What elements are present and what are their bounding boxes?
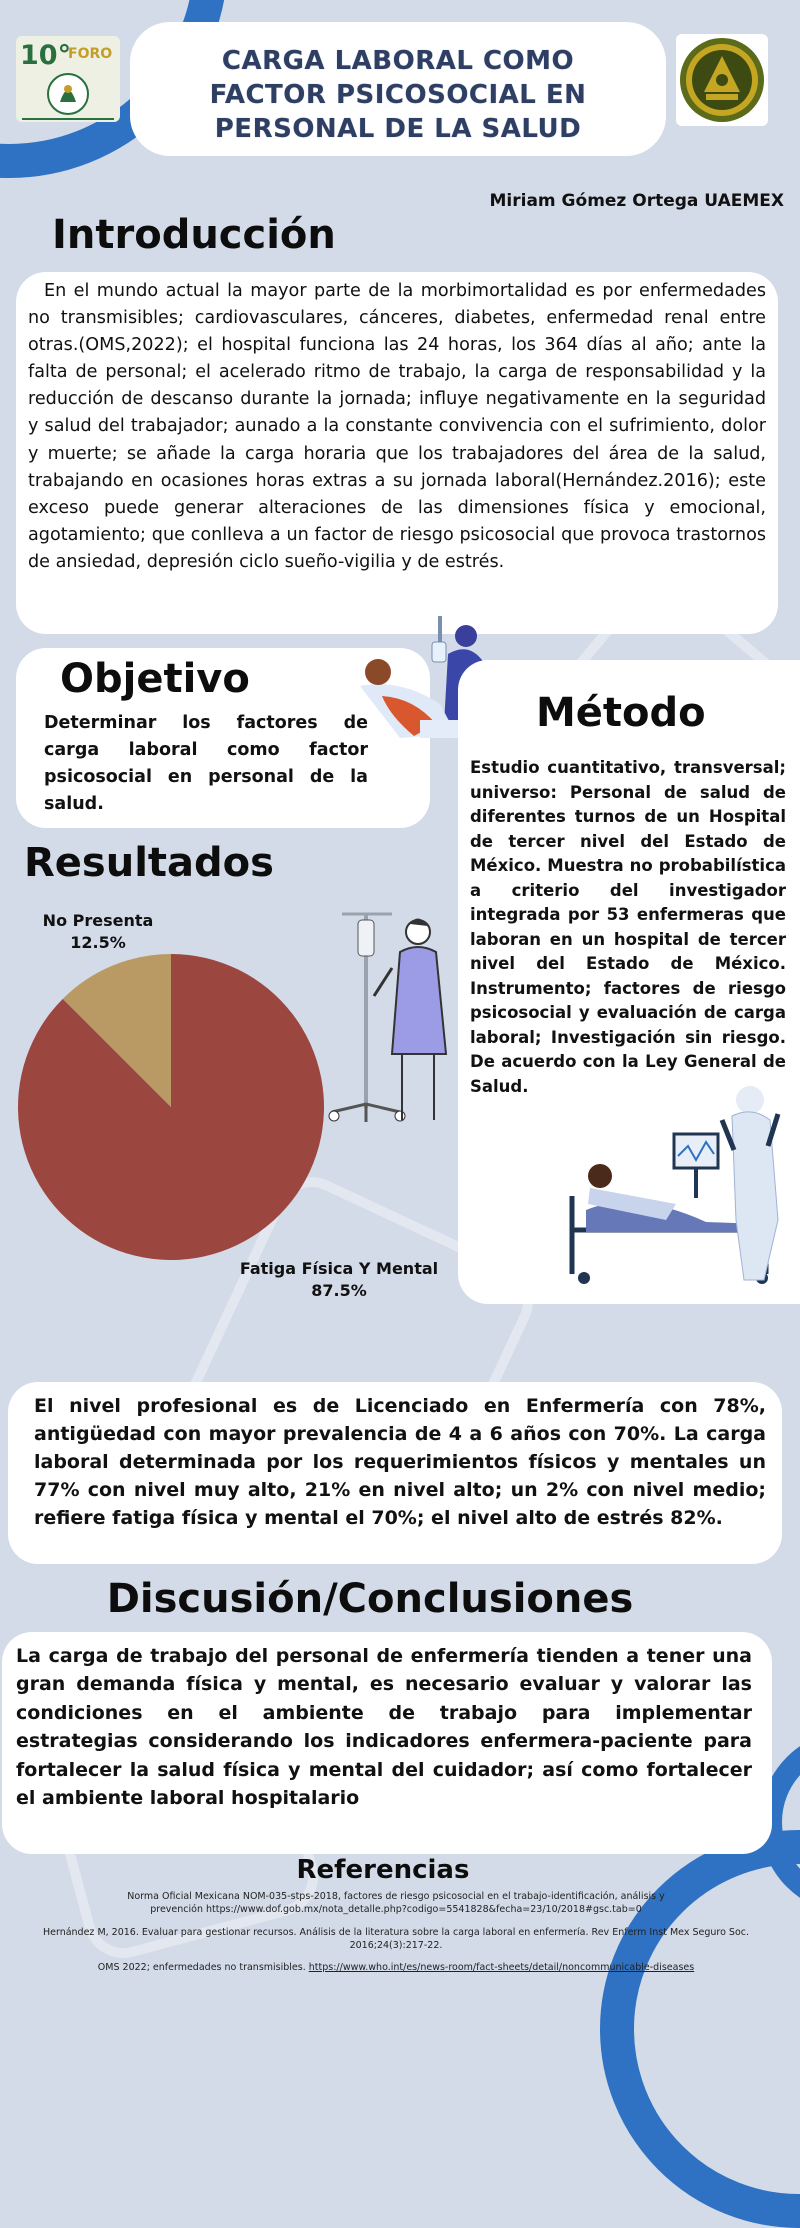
discusion-heading: Discusión/Conclusiones [106,1576,634,1622]
reference-item [36,1961,756,1974]
resultados-summary: El nivel profesional es de Licenciado en Enfermería con 78%, antigüedad con mayor prevalencia de 4 a 6 años con 70%. La carga laboral determinada por los requerimientos físicos y mentales un 77% con nivel muy alto, 21% en nivel alto; un 2% con nivel medio; refiere fatiga física y mental el 70%; el nivel alto de estrés 82%. [34,1395,766,1529]
title-card [130,22,666,156]
hospital-bed-illustration [566,1080,792,1286]
patient-iv-illustration [322,908,462,1136]
forum-logo-word: FORO [68,46,113,62]
pie-label-fatiga [230,1258,448,1302]
pie-label-fatiga-name: Fatiga Física Y Mental [239,1259,439,1278]
pie-label-no-presenta-value: 12.5% [70,933,126,952]
reference-oms-text: OMS 2022; enfermedades no transmisibles. [97,1962,306,1973]
discusion-body: La carga de trabajo del personal de enfermería tienden a tener una gran demanda física y mental, es necesario evaluar y valorar las condiciones en el ambiente de trabajo para implementar estrategias considerando los indicadores enfermera-paciente para fortalecer la salud física y mental del cuidador; así como fortalecer el ambiente laboral hospitalario [16,1645,752,1810]
title-line-1: CARGA LABORAL COMO [221,46,575,76]
introduccion-card [16,272,778,634]
title-line-2: FACTOR PSICOSOCIAL EN [209,80,587,110]
reference-oms-link[interactable]: https://www.who.int/es/news-room/fact-sheets/detail/noncommunicable-diseases [308,1962,695,1973]
referencias-heading: Referencias [296,1855,470,1885]
author: Miriam Gómez Ortega UAEMEX [489,191,784,211]
uaemex-seal-icon [676,34,768,126]
forum-logo [16,36,120,122]
resultados-summary-card [8,1382,782,1564]
objetivo-heading: Objetivo [60,656,250,702]
resultados-heading: Resultados [24,840,274,886]
discusion-card [2,1632,772,1854]
introduccion-heading: Introducción [52,212,336,258]
referencias-list [36,1890,756,1974]
results-pie-chart [16,952,326,1262]
forum-logo-icon [46,72,90,116]
metodo-heading: Método [536,690,706,736]
reference-item: Norma Oficial Mexicana NOM-035-stps-2018, factores de riesgo psicosocial en el trabajo-identificación, análisis y prevención https://www.dof.gob.mx/nota_detalle.php?codigo=5541828&fecha=23/10/2018#gsc.tab=0 [127,1891,665,1915]
pie-label-fatiga-value: 87.5% [311,1281,367,1300]
reference-item: Hernández M, 2016. Evaluar para gestionar recursos. Análisis de la literatura sobre la carga laboral en enfermería. Rev Enferm Inst Mex Seguro Soc. 2016;24(3):217-22. [42,1927,750,1951]
pie-label-no-presenta [30,910,166,954]
pie-label-no-presenta-name: No Presenta [42,911,154,930]
poster-title [130,44,666,146]
introduccion-body: En el mundo actual la mayor parte de la morbimortalidad es por enfermedades no transmisibles; cardiovasculares, cánceres, diabetes, enfermedad renal entre otras.(OMS,2022); el hospital funciona las 24 horas, los 364 días al año; ante la falta de personal; el acelerado ritmo de trabajo, la carga de responsabilidad y la reducción de descanso durante la jornada; influye negativamente en la seguridad y salud del trabajador; aunado a la constante convivencia con el sufrimiento, dolor y muerte; se añade la carga horaria que los trabajadores del área de la salud, trabajando en ocasiones horas extras a su jornada laboral(Hernández.2016); este exceso puede generar alteraciones de las dimensiones física y emocional, agotamiento; que conlleva a un factor de riesgo psicosocial que provoca trastornos de ansiedad, depresión ciclo sueño-vigilia y de estrés. [28,281,766,572]
forum-logo-number: 10° [20,40,72,71]
uaemex-seal [676,34,768,126]
title-line-3: PERSONAL DE LA SALUD [214,114,582,144]
objetivo-body: Determinar los factores de carga laboral como factor psicosocial en personal de la salud. [44,713,368,814]
metodo-body: Estudio cuantitativo, transversal; universo: Personal de salud de diferentes turnos de un Hospital de tercer nivel del Estado de México. Muestra no probabilística a criterio del investigador integrada por 53 enfermeras que laboran en un hospital de tercer nivel del Estado de México. Instrumento; factores de riesgo psicosocial y evaluación de carga laboral; Investigación sin riesgo. De acuerdo con la Ley General de Salud. [470,758,786,1096]
